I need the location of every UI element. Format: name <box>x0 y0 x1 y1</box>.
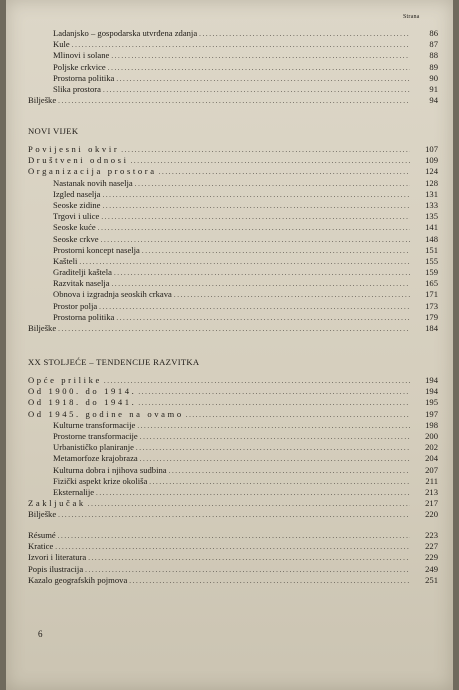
dot-leader <box>174 290 410 300</box>
toc-entry-page: 207 <box>425 464 438 475</box>
dot-leader <box>116 74 410 84</box>
dot-leader <box>135 179 410 189</box>
toc-entry-title: Poljske crkvice <box>53 61 106 72</box>
toc-entry <box>28 28 438 39</box>
toc-entry-title: Seoske crkve <box>53 233 99 244</box>
toc-entry-title: Od 1945. godine na ovamo <box>28 408 184 419</box>
dot-leader <box>101 235 410 245</box>
dot-leader <box>142 246 410 256</box>
dot-leader <box>137 421 410 431</box>
dot-leader <box>140 432 410 442</box>
toc-entry <box>28 62 438 73</box>
toc-entry-title: Metamorfoze krajobraza <box>53 453 138 464</box>
toc-entry-page: 249 <box>425 563 438 574</box>
dot-leader <box>72 40 410 50</box>
toc-entry-page: 165 <box>425 278 438 289</box>
toc-entry <box>28 178 438 189</box>
toc-entry-page: 133 <box>425 199 438 210</box>
toc-entry <box>28 541 438 552</box>
toc-entry-page: 131 <box>425 188 438 199</box>
toc-entry-page: 141 <box>425 222 438 233</box>
toc-entry <box>28 39 438 50</box>
toc-entry <box>28 509 438 520</box>
section-title-novi-vijek: NOVI VIJEK <box>28 126 79 136</box>
toc-entry-page: 94 <box>429 95 438 106</box>
toc-entry-title: Mlinovi i solane <box>53 50 110 61</box>
toc-entry <box>28 397 438 408</box>
toc-entry-title: Seoske zidine <box>53 199 101 210</box>
toc-entry-title: Kulturne transformacije <box>53 419 136 430</box>
toc-entry-title: Društveni odnosi <box>28 155 129 166</box>
dot-leader <box>112 279 410 289</box>
dot-leader <box>131 156 410 166</box>
toc-entry <box>28 222 438 233</box>
dot-leader <box>58 96 410 106</box>
toc-entry-title: Izgled naselja <box>53 188 101 199</box>
dot-leader <box>96 488 410 498</box>
toc-entry-page: 194 <box>425 386 438 397</box>
toc-entry-title: Bilješke <box>28 95 57 106</box>
toc-entry-page: 223 <box>425 530 438 540</box>
toc-entry-title: Prostorna politika <box>53 72 115 83</box>
dot-leader <box>88 553 410 563</box>
toc-entry-title: Kulturna dobra i njihova sudbina <box>53 464 167 475</box>
toc-entry <box>28 552 438 563</box>
dot-leader <box>114 268 410 278</box>
toc-entry-title: Kašteli <box>53 255 78 266</box>
toc-entry-page: 151 <box>425 244 438 255</box>
toc-entry-title: Prostor polja <box>53 300 98 311</box>
toc-entry-title: Prostorni koncept naselja <box>53 244 140 255</box>
dot-leader <box>129 576 410 586</box>
dot-leader <box>149 477 410 487</box>
dot-leader <box>58 324 410 334</box>
toc-entry <box>28 375 438 386</box>
toc-entry-title: Organizacija prostora <box>28 166 157 177</box>
toc-entry-title: Razvitak naselja <box>53 278 110 289</box>
toc-entry <box>28 278 438 289</box>
toc-entry <box>28 453 438 464</box>
toc-entry-page: 91 <box>429 83 438 94</box>
toc-entry-page: 184 <box>425 323 438 333</box>
dot-leader <box>138 387 410 397</box>
toc-entry-title: Kule <box>53 39 70 50</box>
toc-entry-page: 251 <box>425 574 438 585</box>
toc-entry-page: 128 <box>425 177 438 188</box>
toc-entry <box>28 234 438 245</box>
toc-entry-page: 90 <box>429 72 438 83</box>
dot-leader <box>79 257 410 267</box>
toc-entry-page: 217 <box>425 498 438 509</box>
dot-leader <box>102 190 410 200</box>
toc-entry-title: Ladanjsko – gospodarska utvrđena zdanja <box>53 28 198 38</box>
toc-entry-page: 211 <box>425 475 438 486</box>
dot-leader <box>101 212 410 222</box>
toc-entry <box>28 211 438 222</box>
toc-entry-title: Kratice <box>28 541 54 552</box>
toc-entry-page: 171 <box>425 289 438 300</box>
toc-entry-page: 220 <box>425 509 438 520</box>
toc-entry-title: Urbanističko planiranje <box>53 442 134 453</box>
dot-leader <box>55 542 410 552</box>
toc-entry-title: Izvori i literatura <box>28 552 87 563</box>
toc-entry-title: Zaključak <box>28 498 86 509</box>
toc-entry-page: 200 <box>425 430 438 441</box>
toc-entry <box>28 166 438 177</box>
strana-header: Strana <box>403 14 420 20</box>
toc-entry <box>28 530 438 541</box>
dot-leader <box>159 167 410 177</box>
dot-leader <box>103 201 411 211</box>
toc-entry-title: Bilješke <box>28 323 57 333</box>
toc-entry <box>28 498 438 509</box>
toc-entry-page: 86 <box>429 28 438 38</box>
toc-entry-page: 87 <box>429 39 438 50</box>
toc-entry-title: Od 1918. do 1941. <box>28 397 137 408</box>
toc-entry-title: Opće prilike <box>28 375 102 385</box>
dot-leader <box>88 499 410 509</box>
dot-leader <box>111 51 410 61</box>
book-page <box>6 0 453 690</box>
dot-leader <box>99 302 410 312</box>
toc-entry <box>28 95 438 106</box>
toc-entry-page: 213 <box>425 486 438 497</box>
toc-entry <box>28 267 438 278</box>
toc-entry <box>28 487 438 498</box>
toc-entry-title: Popis ilustracija <box>28 563 84 574</box>
toc-entry <box>28 245 438 256</box>
toc-entry <box>28 465 438 476</box>
toc-block-1 <box>28 28 438 106</box>
toc-entry-page: 179 <box>425 311 438 322</box>
toc-entry <box>28 73 438 84</box>
toc-entry-title: Résumé <box>28 530 56 540</box>
toc-entry-title: Obnova i izgradnja seoskih crkava <box>53 289 172 300</box>
dot-leader <box>186 410 410 420</box>
toc-entry-page: 227 <box>425 541 438 552</box>
toc-entry <box>28 84 438 95</box>
toc-entry-page: 135 <box>425 211 438 222</box>
toc-entry-page: 229 <box>425 552 438 563</box>
toc-entry-page: 195 <box>425 397 438 408</box>
dot-leader <box>104 376 410 386</box>
toc-block-novi-vijek <box>28 144 438 334</box>
toc-entry <box>28 289 438 300</box>
dot-leader <box>108 63 410 73</box>
toc-entry <box>28 200 438 211</box>
toc-entry <box>28 386 438 397</box>
toc-entry <box>28 420 438 431</box>
toc-entry-title: Fizički aspekt krize okoliša <box>53 475 148 486</box>
page-number: 6 <box>38 629 43 639</box>
dot-leader <box>103 85 410 95</box>
toc-entry-page: 148 <box>425 233 438 244</box>
toc-entry-title: Eksternalije <box>53 486 95 497</box>
toc-entry-page: 107 <box>425 144 438 154</box>
toc-entry-title: Povijesni okvir <box>28 144 120 154</box>
toc-entry <box>28 323 438 334</box>
toc-entry <box>28 312 438 323</box>
toc-block-back-matter <box>28 530 438 586</box>
dot-leader <box>116 313 410 323</box>
toc-entry-title: Slika prostora <box>53 83 101 94</box>
toc-entry-page: 109 <box>425 155 438 166</box>
toc-entry-title: Bilješke <box>28 509 57 520</box>
toc-entry <box>28 50 438 61</box>
toc-entry <box>28 476 438 487</box>
toc-entry <box>28 144 438 155</box>
dot-leader <box>169 466 410 476</box>
toc-entry-page: 194 <box>425 375 438 385</box>
toc-entry-title: Od 1900. do 1914. <box>28 386 137 397</box>
dot-leader <box>140 454 410 464</box>
toc-entry-page: 124 <box>425 166 438 177</box>
dot-leader <box>85 565 410 575</box>
toc-entry-title: Seoske kuće <box>53 222 96 233</box>
toc-entry <box>28 442 438 453</box>
dot-leader <box>138 398 410 408</box>
toc-entry <box>28 189 438 200</box>
toc-entry-page: 198 <box>425 419 438 430</box>
toc-entry <box>28 256 438 267</box>
toc-entry-title: Kazalo geografskih pojmova <box>28 574 128 585</box>
toc-entry-page: 204 <box>425 453 438 464</box>
dot-leader <box>58 531 410 541</box>
section-title-xx-stoljece: XX STOLJEĆE – TENDENCIJE RAZVITKA <box>28 357 200 367</box>
dot-leader <box>98 223 410 233</box>
toc-entry <box>28 564 438 575</box>
toc-entry-page: 89 <box>429 61 438 72</box>
toc-entry-page: 173 <box>425 300 438 311</box>
dot-leader <box>121 145 410 155</box>
toc-entry <box>28 575 438 586</box>
toc-entry <box>28 301 438 312</box>
toc-entry-page: 155 <box>425 255 438 266</box>
toc-entry-page: 88 <box>429 50 438 61</box>
dot-leader <box>58 510 410 520</box>
toc-block-xx-stoljece <box>28 375 438 520</box>
toc-entry-title: Graditelji kaštela <box>53 267 112 278</box>
toc-entry-title: Prostorna politika <box>53 311 115 322</box>
toc-entry <box>28 409 438 420</box>
toc-entry-title: Prostorne transformacije <box>53 430 138 441</box>
dot-leader <box>199 29 410 39</box>
toc-entry <box>28 431 438 442</box>
toc-entry <box>28 155 438 166</box>
toc-entry-page: 202 <box>425 442 438 453</box>
toc-entry-title: Nastanak novih naselja <box>53 177 133 188</box>
dot-leader <box>136 443 410 453</box>
toc-entry-title: Trgovi i ulice <box>53 211 100 222</box>
toc-entry-page: 197 <box>425 408 438 419</box>
toc-entry-page: 159 <box>425 267 438 278</box>
